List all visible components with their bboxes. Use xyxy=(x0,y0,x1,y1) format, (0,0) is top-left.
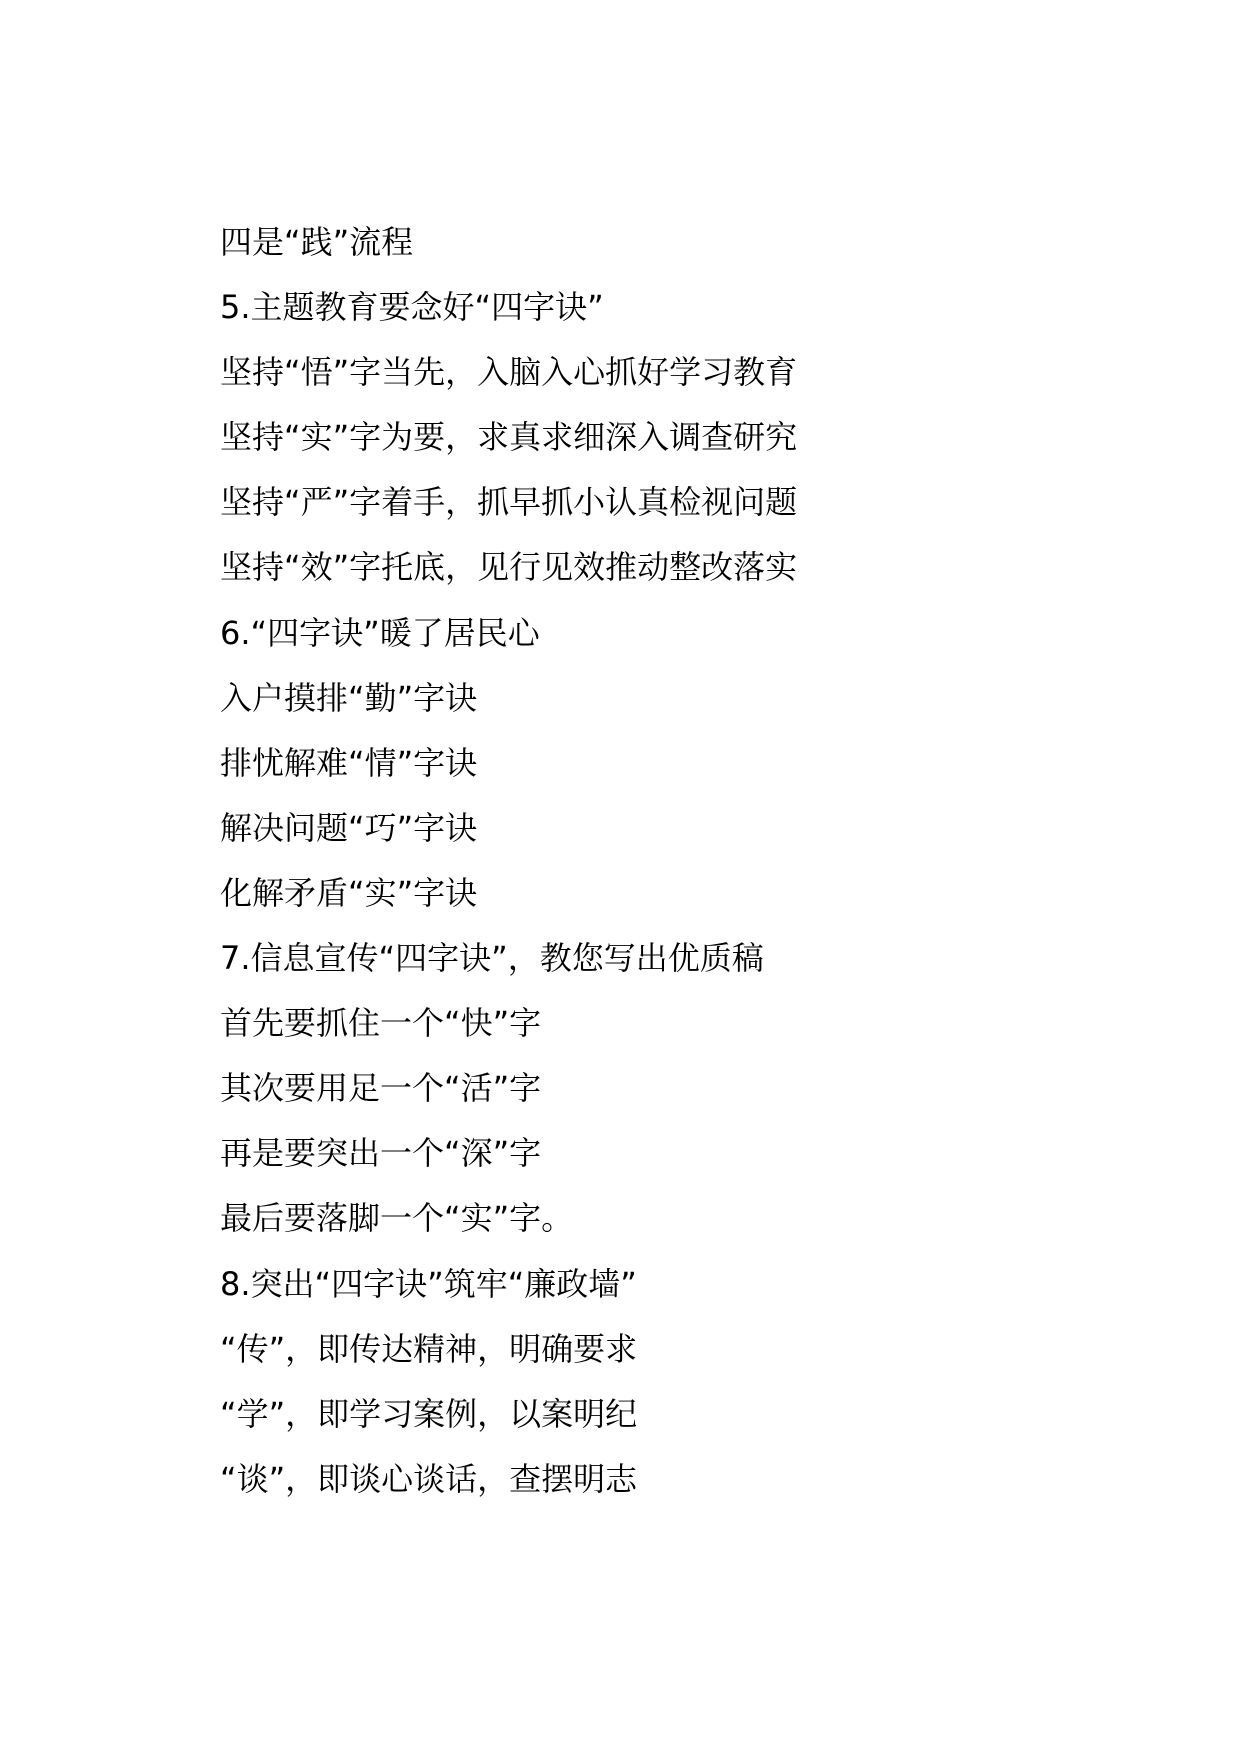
text-line: 化解矛盾“实”字诀 xyxy=(220,873,478,912)
text-line: 再是要突出一个“深”字 xyxy=(220,1134,542,1173)
text-line: 其次要用足一个“活”字 xyxy=(220,1069,542,1108)
text-line: 入户摸排“勤”字诀 xyxy=(220,678,478,717)
text-line: “谈”，即谈心谈话，查摆明志 xyxy=(220,1459,638,1498)
section-heading: 8.突出“四字诀”筑牢“廉政墙” xyxy=(220,1264,637,1303)
section-heading: 7.信息宣传“四字诀”，教您写出优质稿 xyxy=(220,939,764,978)
text-line: 坚持“严”字着手，抓早抓小认真检视问题 xyxy=(220,483,798,522)
text-line: 排忧解难“情”字诀 xyxy=(220,743,478,782)
text-line: “学”，即学习案例，以案明纪 xyxy=(220,1394,638,1433)
text-line: 最后要落脚一个“实”字。 xyxy=(220,1199,574,1238)
text-line: “传”，即传达精神，明确要求 xyxy=(220,1329,638,1368)
section-heading: 6.“四字诀”暖了居民心 xyxy=(220,613,540,652)
document-body xyxy=(220,210,1120,1512)
section-heading: 5.主题教育要念好“四字诀” xyxy=(220,288,604,327)
text-line: 坚持“悟”字当先，入脑入心抓好学习教育 xyxy=(220,353,798,392)
text-line: 坚持“实”字为要，求真求细深入调查研究 xyxy=(220,418,798,457)
text-line: 解决问题“巧”字诀 xyxy=(220,808,478,847)
text-line: 坚持“效”字托底，见行见效推动整改落实 xyxy=(220,548,798,587)
text-line: 首先要抓住一个“快”字 xyxy=(220,1004,542,1043)
text-line: 四是“践”流程 xyxy=(220,223,414,261)
